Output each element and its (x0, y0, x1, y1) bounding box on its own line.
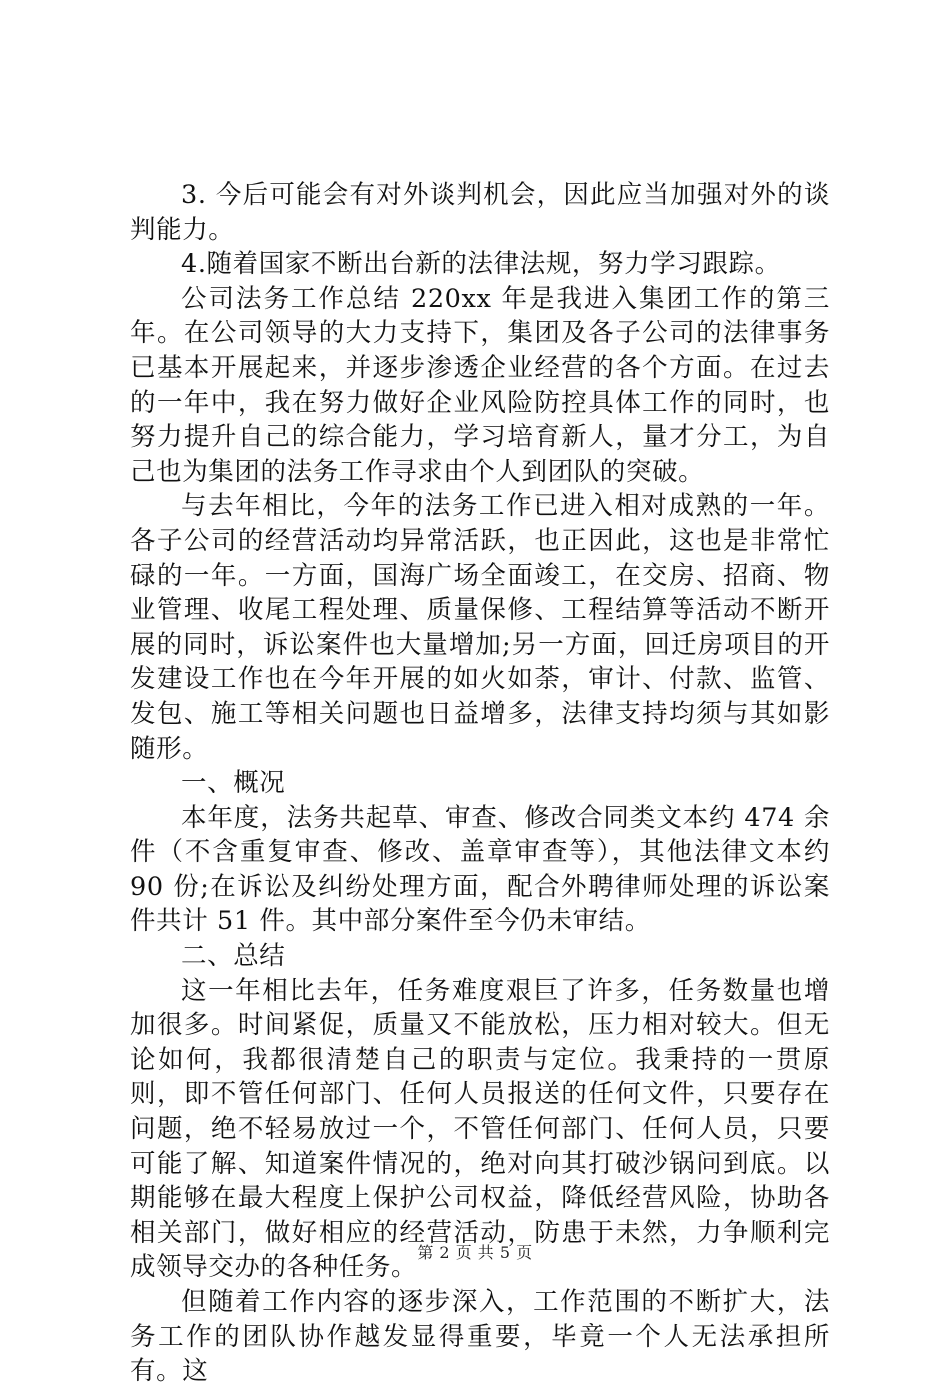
paragraph-comparison: 与去年相比，今年的法务工作已进入相对成熟的一年。各子公司的经营活动均异常活跃，也正因此，这也是非常忙碌的一年。一方面，国海广场全面竣工，在交房、招商、物业管理、收尾工程处理、质量保修、工程结算等活动不断开展的同时，诉讼案件也大量增加;另一方面，回迁房项目的开发建设工作也在今年开展的如火如荼，审计、付款、监管、发包、施工等相关问题也日益增多，法律支持均须与其如影随形。 (130, 491, 830, 764)
paragraph-teamwork: 但随着工作内容的逐步深入，工作范围的不断扩大，法务工作的团队协作越发显得重要，毕竟一个人无法承担所有。这 (130, 1287, 830, 1387)
paragraph-item-4: 4.随着国家不断出台新的法律法规，努力学习跟踪。 (181, 249, 781, 280)
paragraph-summary: 这一年相比去年，任务难度艰巨了许多，任务数量也增加很多。时间紧促，质量又不能放松，压力相对较大。但无论如何，我都很清楚自己的职责与定位。我秉持的一贯原则，即不管任何部门、任何人员报送的任何文件，只要存在问题，绝不轻易放过一个，不管任何部门、任何人员，只要可能了解、知道案件情况的，绝对向其打破沙锅问到底。以期能够在最大程度上保护公司权益，降低经营风险，协助各相关部门，做好相应的经营活动，防患于未然，力争顺利完成领导交办的各种任务。 (130, 975, 830, 1283)
paragraph-overview: 本年度，法务共起草、审查、修改合同类文本约 474 余件（不含重复审查、修改、盖章审查等），其他法律文本约 90 份;在诉讼及纠纷处理方面，配合外聘律师处理的诉讼案件共计 51 件。其中部分案件至今仍未审结。 (130, 802, 830, 937)
document-body (130, 178, 830, 1389)
page-number-footer: 第 2 页 共 5 页 (417, 1243, 533, 1262)
paragraph-summary-intro: 公司法务工作总结 220xx 年是我进入集团工作的第三年。在公司领导的大力支持下，集团及各子公司的法律事务已基本开展起来，并逐步渗透企业经营的各个方面。在过去的一年中，我在努力做好企业风险防控具体工作的同时，也努力提升自己的综合能力，学习培育新人，量才分工，为自己也为集团的法务工作寻求由个人到团队的突破。 (130, 283, 830, 487)
paragraph-item-3: 3. 今后可能会有对外谈判机会，因此应当加强对外的谈判能力。 (130, 180, 830, 245)
section-heading-summary: 二、总结 (181, 941, 286, 972)
section-heading-overview: 一、概况 (181, 768, 286, 799)
